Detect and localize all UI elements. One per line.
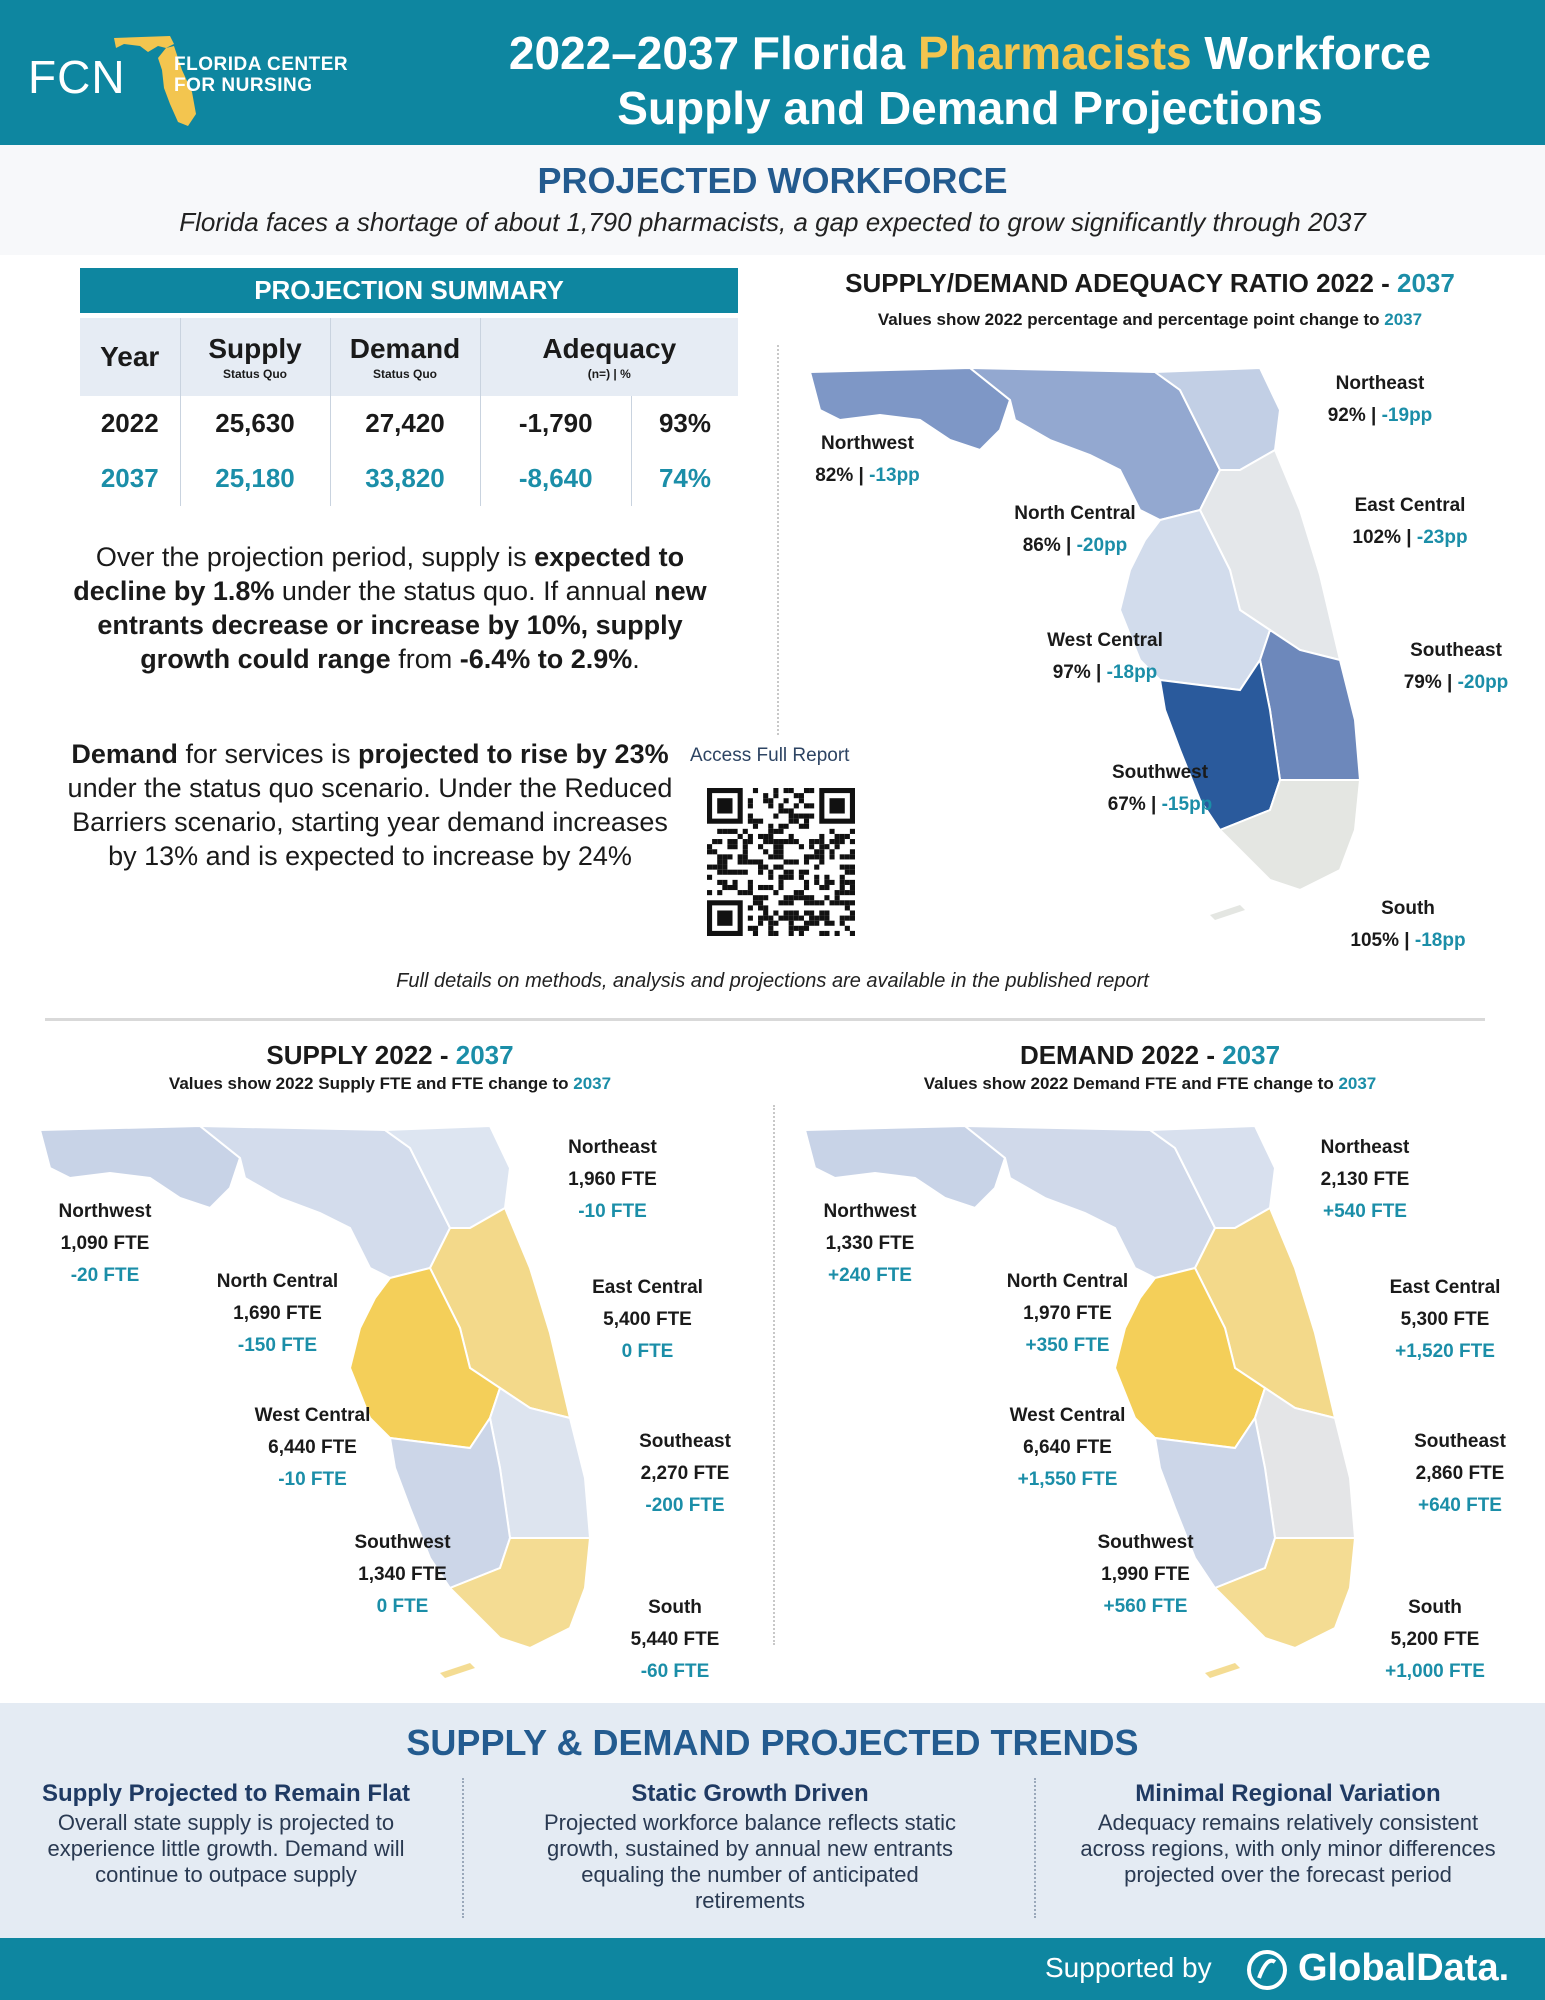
qr-module (748, 814, 753, 819)
qr-module (753, 788, 758, 793)
qr-module (763, 895, 768, 900)
qr-module (707, 890, 712, 895)
qr-module (722, 885, 727, 890)
qr-module (722, 859, 727, 864)
cell-pct: 93% (658, 408, 711, 438)
title-highlight: Pharmacists (918, 27, 1192, 79)
florida-keys (1210, 905, 1245, 920)
qr-module (773, 865, 778, 870)
qr-module (733, 829, 738, 834)
qr-module (748, 819, 753, 824)
qr-module (768, 839, 773, 844)
fcn-logo[interactable] (22, 20, 362, 120)
qr-module (733, 880, 738, 885)
qr-module (778, 916, 783, 921)
adequacy-label-northeast: Northeast 92% | -19pp (1327, 373, 1433, 426)
trend-text: Adequacy remains relatively consistent across regions, with only minor differences projected over the forecast period (1080, 1810, 1496, 1887)
qr-module (717, 910, 732, 925)
qr-module (768, 854, 773, 859)
col-adequacy: Adequacy (n=) | % (480, 318, 738, 396)
cell-gap: -8,640 (480, 451, 631, 506)
adequacy-label-southeast: Southeast 79% | -20pp (1403, 640, 1509, 693)
access-report-link[interactable]: Access Full Report (690, 745, 850, 766)
qr-module (850, 931, 855, 936)
qr-module (727, 885, 732, 890)
supply-label-west-central: West Central 6,440 FTE -10 FTE (254, 1405, 371, 1490)
page-title (420, 26, 1520, 136)
qr-module (768, 829, 773, 834)
qr-module (763, 885, 768, 890)
trend-divider (1034, 1778, 1036, 1918)
qr-module (809, 921, 814, 926)
qr-module (758, 834, 763, 839)
qr-module (784, 895, 789, 900)
logo-abbr: FCN (28, 51, 126, 103)
qr-module (733, 885, 738, 890)
qr-module (727, 839, 732, 844)
qr-module (748, 798, 753, 803)
supply-map-title: SUPPLY 2022 - 2037 (266, 1040, 514, 1070)
qr-module (758, 859, 763, 864)
demand-map-subtitle: Values show 2022 Demand FTE and FTE change to 2037 (923, 1074, 1377, 1093)
qr-module (758, 844, 763, 849)
supply-label-east-central: East Central 5,400 FTE 0 FTE (592, 1277, 703, 1362)
cell-year: 2037 (80, 451, 180, 506)
qr-module (773, 921, 778, 926)
demand-paragraph: Demand for services is projected to rise by 23% under the status quo scenario. Under the Reduced Barriers scenario, starting year demand increases by 13% and is expected to increase by 24% (67, 739, 673, 871)
supported-by-label: Supported by (1045, 1952, 1212, 1983)
qr-module (794, 910, 799, 915)
qr-module (768, 885, 773, 890)
adequacy-map-title: SUPPLY/DEMAND ADEQUACY RATIO 2022 - 2037 (845, 268, 1455, 298)
supply-label-south: South 5,440 FTE -60 FTE (630, 1597, 720, 1682)
qr-module (717, 870, 722, 875)
demand-label-southwest: Southwest 1,990 FTE +560 FTE (1097, 1532, 1194, 1617)
qr-module (753, 824, 758, 829)
qr-module (794, 926, 799, 931)
qr-module (804, 921, 809, 926)
qr-module (794, 814, 799, 819)
qr-module (753, 900, 758, 905)
supply-map-subtitle: Values show 2022 Supply FTE and FTE change to 2037 (168, 1074, 612, 1093)
qr-module (753, 819, 758, 824)
logo-line1: FLORIDA CENTER (174, 54, 349, 75)
qr-module (733, 870, 738, 875)
demand-label-north-central: North Central 1,970 FTE +350 FTE (1006, 1271, 1129, 1356)
qr-module (753, 895, 758, 900)
qr-module (778, 829, 783, 834)
title-line1 (420, 26, 1520, 81)
qr-module (773, 829, 778, 834)
qr-module (789, 910, 794, 915)
adequacy-label-southwest: Southwest 67% | -15pp (1107, 762, 1213, 815)
adequacy-label-west-central: West Central 97% | -18pp (1047, 630, 1163, 683)
qr-module (768, 875, 773, 880)
trend-divider (462, 1778, 464, 1918)
qr-module (763, 916, 768, 921)
col-demand: Demand Status Quo (330, 318, 480, 396)
trend-heading: Supply Projected to Remain Flat (41, 1780, 411, 1807)
qr-module (835, 931, 840, 936)
cell-supply: 25,180 (180, 451, 330, 506)
qr-module (773, 839, 778, 844)
column-divider (777, 345, 779, 735)
trend-text: Overall state supply is projected to experience little growth. Demand will continue to outpace supply (47, 1810, 405, 1887)
demand-label-southeast: Southeast 2,860 FTE +640 FTE (1414, 1431, 1506, 1516)
qr-module (773, 844, 778, 849)
qr-module (748, 859, 753, 864)
qr-module (778, 885, 783, 890)
qr-module (743, 844, 748, 849)
qr-module (789, 921, 794, 926)
qr-module (727, 829, 732, 834)
qr-module (789, 834, 794, 839)
qr-module (789, 788, 794, 793)
methods-note: Full details on methods, analysis and projections are available in the published report (396, 970, 1149, 992)
supply-label-north-central: North Central 1,690 FTE -150 FTE (216, 1271, 339, 1356)
qr-module (707, 849, 712, 854)
qr-module (789, 859, 794, 864)
demand-label-south: South 5,200 FTE +1,000 FTE (1385, 1597, 1485, 1682)
cell-year: 2022 (80, 396, 180, 451)
qr-module (733, 839, 738, 844)
qr-module (778, 900, 783, 905)
qr-module (778, 880, 783, 885)
qr-module (717, 865, 722, 870)
qr-module (789, 926, 794, 931)
qr-module (743, 859, 748, 864)
qr-module (727, 854, 732, 859)
qr-module (753, 926, 758, 931)
qr-module (768, 870, 773, 875)
qr-module (794, 859, 799, 864)
cell-demand: 33,820 (330, 451, 480, 506)
qr-module (758, 921, 763, 926)
projected-title: PROJECTED WORKFORCE (537, 160, 1008, 201)
demand-map-title: DEMAND 2022 - 2037 (1019, 1040, 1281, 1070)
qr-module (784, 916, 789, 921)
supply-label-northeast: Northeast 1,960 FTE -10 FTE (568, 1137, 657, 1222)
qr-module (768, 824, 773, 829)
qr-module (778, 844, 783, 849)
qr-module (758, 900, 763, 905)
qr-module (707, 844, 712, 849)
qr-module (768, 921, 773, 926)
qr-module (784, 859, 789, 864)
qr-module (829, 921, 834, 926)
qr-module (748, 834, 753, 839)
qr-module (784, 788, 789, 793)
qr-module (794, 839, 799, 844)
qr-module (794, 819, 799, 824)
trend-heading: Static Growth Driven (631, 1780, 869, 1807)
qr-module (717, 859, 722, 864)
qr-module (784, 798, 789, 803)
qr-module (722, 880, 727, 885)
qr-module (753, 859, 758, 864)
logo-line2: FOR NURSING (174, 75, 313, 96)
summary-header-row (80, 318, 738, 396)
qr-module (799, 926, 804, 931)
projected-subtitle: Florida faces a shortage of about 1,790 pharmacists, a gap expected to grow significantly through 2037 (179, 207, 1366, 237)
adequacy-label-north-central: North Central 86% | -20pp (1014, 503, 1136, 556)
supply-label-northwest: Northwest 1,090 FTE -20 FTE (58, 1201, 152, 1286)
qr-module (763, 839, 768, 844)
qr-module (773, 854, 778, 859)
qr-module (784, 870, 789, 875)
qr-module (819, 931, 824, 936)
supply-paragraph: Over the projection period, supply is expected to decline by 1.8% under the status quo. If annual new entrants decrease or increase by 10%, supply growth could range from -6.4% to 2.9%. (73, 542, 707, 674)
demand-label-northeast: Northeast 2,130 FTE +540 FTE (1320, 1137, 1410, 1222)
qr-module (763, 834, 768, 839)
florida-keys (1205, 1663, 1240, 1678)
qr-module (738, 890, 743, 895)
qr-module (743, 890, 748, 895)
qr-module (778, 824, 783, 829)
cell-demand: 27,420 (330, 396, 480, 451)
qr-module (845, 926, 850, 931)
qr-module (778, 839, 783, 844)
qr-module (763, 905, 768, 910)
column-divider (773, 1105, 775, 1645)
qr-module (758, 885, 763, 890)
qr-module (778, 849, 783, 854)
qr-module (789, 900, 794, 905)
qr-module (789, 814, 794, 819)
qr-module (804, 926, 809, 931)
qr-module (758, 819, 763, 824)
qr-module (758, 895, 763, 900)
qr-module (763, 865, 768, 870)
qr-module (773, 910, 778, 915)
section-divider (45, 1018, 1485, 1021)
qr-module (722, 870, 727, 875)
florida-keys (440, 1663, 475, 1678)
qr-module (743, 854, 748, 859)
qr-module (778, 875, 783, 880)
qr-module (840, 921, 845, 926)
qr-module (763, 793, 768, 798)
qr-module (753, 931, 758, 936)
qr-module (784, 875, 789, 880)
qr-module (743, 870, 748, 875)
col-year: Year (80, 318, 180, 396)
demand-label-northwest: Northwest 1,330 FTE +240 FTE (823, 1201, 917, 1286)
header-banner (0, 0, 1545, 145)
qr-module (748, 916, 753, 921)
qr-module (738, 834, 743, 839)
summary-table (80, 318, 738, 506)
qr-module (712, 865, 717, 870)
qr-module (768, 916, 773, 921)
qr-module (743, 839, 748, 844)
summary-title: PROJECTION SUMMARY (80, 268, 738, 313)
qr-module (748, 839, 753, 844)
qr-module (727, 870, 732, 875)
qr-module (789, 931, 794, 936)
qr-module (748, 885, 753, 890)
qr-module (738, 870, 743, 875)
qr-module (799, 931, 804, 936)
qr-module (773, 793, 778, 798)
qr-module (784, 808, 789, 813)
qr-module (824, 931, 829, 936)
qr-module (778, 865, 783, 870)
qr-module (717, 839, 722, 844)
qr-module (778, 854, 783, 859)
logo-text (174, 54, 348, 96)
qr-module (768, 798, 773, 803)
trend-item (530, 1780, 970, 1914)
qr-module (789, 895, 794, 900)
trend-item (6, 1780, 446, 1888)
qr-module (768, 803, 773, 808)
qr-module (717, 890, 722, 895)
qr-module (763, 849, 768, 854)
demand-label-west-central: West Central 6,640 FTE +1,550 FTE (1009, 1405, 1126, 1490)
qr-module (748, 880, 753, 885)
adequacy-label-northwest: Northwest 82% | -13pp (815, 433, 920, 486)
qr-module (824, 921, 829, 926)
qr-module (763, 798, 768, 803)
supply-label-southwest: Southwest 1,340 FTE 0 FTE (354, 1532, 451, 1617)
qr-module (794, 793, 799, 798)
trends-title: SUPPLY & DEMAND PROJECTED TRENDS (406, 1722, 1139, 1763)
qr-module (773, 849, 778, 854)
qr-module (758, 905, 763, 910)
qr-module (768, 931, 773, 936)
title-line2: Supply and Demand Projections (617, 82, 1323, 134)
qr-module (773, 931, 778, 936)
qr-module (789, 808, 794, 813)
supply-label-southeast: Southeast 2,270 FTE -200 FTE (639, 1431, 731, 1516)
qr-module (722, 829, 727, 834)
qr-module (789, 839, 794, 844)
qr-module (778, 808, 783, 813)
title-part1: 2022–2037 Florida (508, 27, 919, 79)
table-row (80, 396, 738, 451)
cell-supply: 25,630 (180, 396, 330, 451)
qr-module (722, 865, 727, 870)
qr-module (733, 844, 738, 849)
qr-module (712, 839, 717, 844)
qr-module (748, 926, 753, 931)
qr-module (784, 824, 789, 829)
qr-module (784, 839, 789, 844)
qr-module (789, 875, 794, 880)
sponsor-name[interactable]: GlobalData. (1298, 1947, 1510, 1989)
qr-module (794, 890, 799, 895)
qr-module (773, 890, 778, 895)
qr-module (784, 910, 789, 915)
qr-module (717, 829, 722, 834)
qr-module (784, 900, 789, 905)
qr-module (707, 865, 712, 870)
globaldata-logo-icon (1245, 1948, 1289, 1992)
cell-gap: -1,790 (480, 396, 631, 451)
qr-module (768, 834, 773, 839)
adequacy-label-south: South 105% | -18pp (1350, 898, 1466, 951)
qr-module (727, 844, 732, 849)
table-row (80, 451, 738, 506)
qr-module (743, 849, 748, 854)
qr-module (794, 916, 799, 921)
qr-module (814, 921, 819, 926)
qr-module (748, 890, 753, 895)
qr-module (748, 905, 753, 910)
qr-module (717, 798, 732, 813)
col-supply: Supply Status Quo (180, 318, 330, 396)
qr-module (758, 870, 763, 875)
qr-module (748, 803, 753, 808)
adequacy-label-east-central: East Central 102% | -23pp (1352, 495, 1468, 548)
qr-module (722, 854, 727, 859)
qr-module (717, 880, 722, 885)
trend-item (1068, 1780, 1508, 1888)
qr-module (789, 916, 794, 921)
qr-module (768, 926, 773, 931)
qr-module (738, 859, 743, 864)
qr-module (743, 829, 748, 834)
qr-module (758, 916, 763, 921)
qr-module (758, 865, 763, 870)
adequacy-map-subtitle: Values show 2022 percentage and percentage point change to 2037 (877, 310, 1423, 329)
title-part2: Workforce (1191, 27, 1432, 79)
qr-module (778, 803, 783, 808)
qr-module (794, 803, 799, 808)
qr-module (717, 854, 722, 859)
cell-pct: 74% (658, 463, 711, 493)
qr-module (707, 875, 712, 880)
qr-module (794, 895, 799, 900)
footer-banner (0, 1938, 1545, 2000)
trend-heading: Minimal Regional Variation (1135, 1780, 1441, 1807)
trend-text: Projected workforce balance reflects static growth, sustained by annual new entrants equaling the number of anticipated retirements (543, 1810, 957, 1913)
qr-module (773, 788, 778, 793)
qr-module (712, 849, 717, 854)
qr-module (789, 819, 794, 824)
qr-module (738, 854, 743, 859)
qr-module (789, 870, 794, 875)
demand-label-east-central: East Central 5,300 FTE +1,520 FTE (1389, 1277, 1501, 1362)
qr-module (763, 910, 768, 915)
qr-module (773, 814, 778, 819)
